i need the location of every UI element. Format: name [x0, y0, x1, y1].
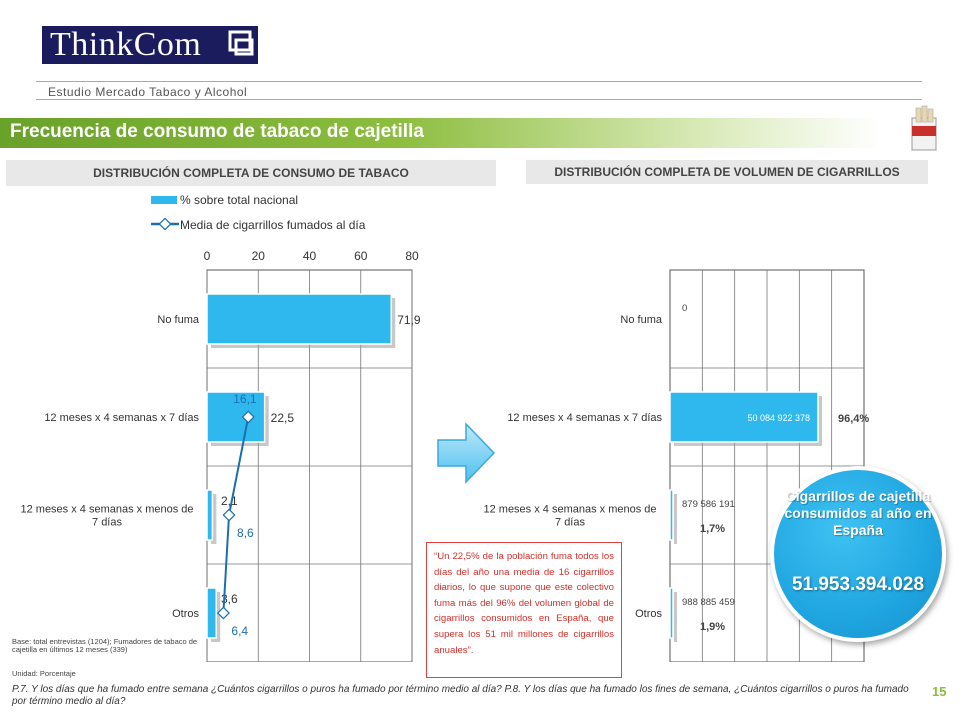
page-number: 15: [932, 684, 947, 699]
category-label-line: No fuma: [620, 314, 662, 326]
category-label: [44, 412, 199, 424]
bar-value-label: 50 084 922 378: [747, 413, 810, 423]
legend-line-label: Media de cigarrillos fumados al día: [180, 218, 366, 232]
category-label-line: 12 meses x 4 semanas x menos de: [20, 503, 194, 516]
x-tick-label: 80: [405, 249, 419, 263]
category-label: [172, 608, 199, 620]
category-label: [20, 504, 193, 529]
category-label: [507, 412, 662, 424]
category-label-line: No fuma: [157, 314, 199, 326]
x-tick-label: 60: [354, 249, 368, 263]
logo-mark-icon: [226, 30, 256, 58]
bar: [207, 588, 216, 638]
unit-note: Unidad: Porcentaje: [12, 669, 76, 678]
x-tick-label: 40: [302, 249, 317, 263]
bar-value-label: 879 586 191: [682, 499, 735, 510]
logo-text: ThinkCom: [50, 26, 202, 63]
line-point: [223, 509, 234, 520]
bar: [207, 490, 212, 540]
bar-value-label: 3,6: [221, 592, 238, 606]
legend-bar-swatch: [151, 196, 177, 204]
category-label: [483, 504, 656, 529]
category-label: [635, 608, 662, 620]
line-value-label: 16,1: [233, 392, 257, 406]
percent-label: 96,4%: [838, 413, 870, 425]
category-label-line: 12 meses x 4 semanas x 7 días: [507, 412, 662, 424]
category-label-line: 12 meses x 4 semanas x menos de: [483, 503, 657, 516]
category-label-line: 7 días: [555, 516, 585, 529]
bar: [670, 490, 673, 540]
bar-value-label: 0: [682, 303, 688, 314]
bar-value-label: 988 885 459: [682, 597, 735, 608]
category-label: [620, 314, 662, 326]
right-subtitle: DISTRIBUCIÓN COMPLETA DE VOLUMEN DE CIGARRILLOS: [554, 165, 900, 179]
quote-box: “Un 22,5% de la población fuma todos los días del año una media de 16 cigarrillos diarios, lo que supone que este colectivo fuma más del 96% del volumen global de cigarrillos consumidos en España, que supera los 51 mil millones de cigarrillos anuales”.: [426, 542, 622, 678]
page-title: Frecuencia de consumo de tabaco de cajetilla: [10, 121, 424, 142]
bar: [207, 294, 391, 344]
line-value-label: 8,6: [237, 526, 254, 540]
bar-shadow: [674, 494, 677, 544]
percent-label: 1,9%: [700, 621, 726, 633]
total-callout-text: Cigarrillos de cajetilla consumidos al año en España: [784, 488, 932, 538]
arrow-right-icon: [436, 422, 496, 484]
percent-label: 1,7%: [700, 523, 726, 535]
total-callout-value: 51.953.394.028: [791, 574, 925, 595]
category-label-line: Otros: [635, 608, 662, 620]
category-label: [157, 314, 199, 326]
category-label-line: 12 meses x 4 semanas x 7 días: [44, 412, 199, 424]
header-divider-bottom: [36, 99, 922, 100]
x-tick-label: 0: [203, 249, 211, 263]
bar: [670, 588, 673, 638]
cigarette-pack-icon: [908, 104, 942, 152]
bar-value-label: 71,9: [397, 313, 421, 327]
base-note: Base: total entrevistas (1204); Fumadores de tabaco de cajetilla en últimos 12 meses (339): [12, 637, 198, 654]
legend-bar-label: % sobre total nacional: [180, 193, 299, 207]
line-value-label: 6,4: [231, 624, 249, 638]
bar-value-label: 22,5: [270, 411, 295, 425]
bar-value-label: 2,1: [221, 494, 238, 508]
left-chart: [0, 240, 430, 662]
left-subtitle: DISTRIBUCIÓN COMPLETA DE CONSUMO DE TABACO: [93, 166, 409, 180]
category-label-line: 7 días: [92, 516, 122, 529]
bar-shadow: [674, 592, 677, 642]
header-divider: [36, 81, 922, 82]
x-tick-label: 20: [251, 249, 265, 263]
category-label-line: Otros: [172, 608, 199, 620]
study-label: Estudio Mercado Tabaco y Alcohol: [48, 85, 248, 99]
footer-question: P.7. Y los días que ha fumado entre semana ¿Cuántos cigarrillos o puros ha fumado por término medio al día? P.8. Y los días que ha fumado los fines de semana, ¿Cuántos cigarrillos o puros ha fumado por término medio al día?: [12, 684, 909, 707]
legend-line-swatch: [151, 218, 179, 230]
